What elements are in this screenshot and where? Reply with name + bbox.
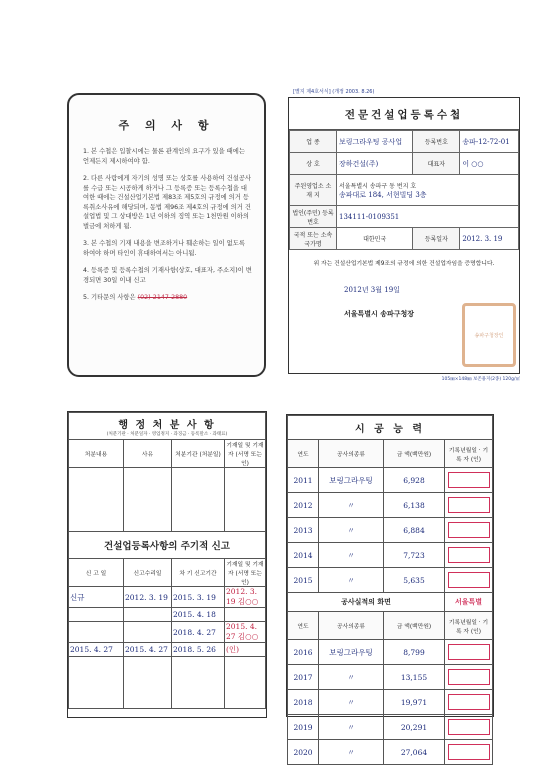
record-stamp-cell [445, 665, 493, 690]
record-stamp-cell [445, 740, 493, 765]
notice-panel [67, 93, 266, 377]
capacity-section2: 공사실적의 화면 [288, 593, 445, 612]
label-company: 상 호 [290, 153, 337, 175]
admin-cell [172, 468, 225, 532]
record-stamp-cell [445, 715, 493, 740]
record-stamp [448, 497, 490, 513]
notice-title: 주 의 사 항 [118, 119, 215, 132]
label-reg-no: 등록번호 [413, 131, 460, 153]
capacity-header: 연도 [288, 612, 319, 640]
struck-phone: (02)-2147-2880 [137, 294, 188, 301]
notice-item [83, 293, 252, 303]
capacity-year: 2012 [288, 493, 319, 518]
value-nationality: 대한민국 [337, 228, 413, 250]
capacity-type: 〃 [319, 715, 384, 740]
label-nationality: 국적 또는 소속국가명 [290, 228, 337, 250]
capacity-type: 〃 [319, 665, 384, 690]
admin-subtitle: (처분기관 · 처분일자 · 영업정지 · 과징금 · 등록말소 · 과태료) [69, 431, 266, 440]
notice-item: 3. 본 수첩의 기재 내용을 변조하거나 훼손하는 일이 없도록 하여야 하며 타인이 휴대하여서는 아니됨. [83, 240, 245, 257]
record-stamp [448, 547, 490, 563]
report-signer [225, 608, 266, 622]
capacity-header: 기록년월일 · 기 록 자 (인) [445, 440, 493, 468]
value-rep: 이 ○○ [460, 153, 519, 175]
capacity-amount: 20,291 [384, 715, 445, 740]
report-cell [225, 657, 266, 709]
report-next: 2015. 4. 18 [172, 608, 225, 622]
record-stamp [448, 744, 490, 760]
admin-header: 기재일 및 기재자 (서명 또는 인) [225, 440, 266, 468]
report-next: 2018. 5. 26 [172, 643, 225, 657]
capacity-type: 〃 [319, 493, 384, 518]
office-line1: 서울특별시 송파구 동 번지 호 [339, 182, 417, 190]
record-stamp-cell [445, 468, 493, 493]
issuer: 서울특별시 송파구청장 [344, 310, 415, 318]
certificate-statement: 위 자는 건설산업기본법 제9조의 규정에 의한 건설업자임을 증명합니다. [313, 261, 495, 267]
paper-footnote: 105㎜×148㎜ 보존용지(2종) 120g/㎡ [441, 377, 520, 382]
capacity-type: 〃 [319, 568, 384, 593]
periodic-report-title: 건설업등록사항의 주기적 신고 [69, 532, 266, 559]
report-filed: 신규 [69, 587, 124, 608]
capacity-type: 〃 [319, 740, 384, 765]
value-corp-no: 134111-0109351 [337, 206, 519, 228]
record-stamp [448, 472, 490, 488]
seal-text: 송파구청장인 [474, 332, 504, 339]
certificate-title: 전문건설업등록수첩 [289, 98, 519, 130]
label-corp-no: 법인(주민) 등록번호 [290, 206, 337, 228]
notice-list [69, 147, 264, 303]
capacity-year: 2017 [288, 665, 319, 690]
capacity-type: 〃 [319, 690, 384, 715]
capacity-amount: 13,155 [384, 665, 445, 690]
record-stamp-cell [445, 493, 493, 518]
certificate-table [289, 130, 519, 250]
value-business: 보링그라우팅 공사업 [337, 131, 413, 153]
capacity-header: 연도 [288, 440, 319, 468]
record-stamp [448, 694, 490, 710]
notice-item: 2. 다른 사람에게 자기의 성명 또는 상호를 사용하여 건설공사를 수급 또는 시공하게 하거나 그 등록증 또는 등록수첩을 대여한 때에는 건설산업기본법 제83조 제5호의 규정에 의거 등록취소사유에 해당되며, 동법 제96조 제4호의 규정에 의거 건설업법 및 그 상대방은 1년 이하의 징역 또는 1천만원 이하의 벌금에 처하게 됨. [83, 175, 252, 230]
report-header: 신 고 일 [69, 559, 124, 587]
form-number: [별지 제4호서식] (개정 2003. 8.26) [293, 89, 375, 95]
capacity-section2-note: 서울특별 [445, 593, 493, 612]
capacity-amount: 8,799 [384, 640, 445, 665]
notice-item-label: 5. 기타문의 사항은 [83, 294, 136, 301]
capacity-type: 보링그라우팅 [319, 468, 384, 493]
capacity-title: 시 공 능 력 [288, 416, 493, 440]
report-cell [172, 657, 225, 709]
capacity-type: 〃 [319, 543, 384, 568]
label-office: 주된영업소 소 재 지 [290, 175, 337, 206]
report-filed [69, 622, 124, 643]
report-accepted [124, 608, 172, 622]
report-header: 신고수리일 [124, 559, 172, 587]
capacity-amount: 27,064 [384, 740, 445, 765]
admin-cell [69, 468, 124, 532]
admin-disposition-panel [67, 411, 267, 718]
official-seal [462, 303, 516, 367]
capacity-amount: 7,723 [384, 543, 445, 568]
capacity-header: 공사의종류 [319, 612, 384, 640]
record-stamp-cell [445, 640, 493, 665]
capacity-year: 2019 [288, 715, 319, 740]
capacity-type: 보링그라우팅 [319, 640, 384, 665]
registration-certificate [288, 88, 520, 388]
capacity-amount: 6,884 [384, 518, 445, 543]
admin-table [68, 412, 266, 709]
record-stamp [448, 644, 490, 660]
report-next: 2015. 3. 19 [172, 587, 225, 608]
admin-cell [225, 468, 266, 532]
record-stamp-cell [445, 690, 493, 715]
report-filed: 2015. 4. 27 [69, 643, 124, 657]
construction-capacity-panel [286, 414, 494, 757]
issue-date: 2012년 3월 19일 [344, 286, 400, 294]
report-accepted: 2012. 3. 19 [124, 587, 172, 608]
admin-header: 사유 [124, 440, 172, 468]
capacity-type: 〃 [319, 518, 384, 543]
report-accepted: 2015. 4. 27 [124, 643, 172, 657]
capacity-header: 기록년월일 · 기 록 자 (인) [445, 612, 493, 640]
value-company: 장하건설(주) [337, 153, 413, 175]
admin-cell [124, 468, 172, 532]
capacity-header: 금 액(백만원) [384, 612, 445, 640]
value-reg-date: 2012. 3. 19 [460, 228, 519, 250]
capacity-amount: 6,928 [384, 468, 445, 493]
capacity-header: 금 액(백만원) [384, 440, 445, 468]
notice-item: 4. 등록증 및 등록수첩의 기재사항(상호, 대표자, 주소지)이 변경되면 30일 이내 신고 [83, 267, 252, 284]
capacity-year: 2014 [288, 543, 319, 568]
capacity-year: 2013 [288, 518, 319, 543]
capacity-amount: 6,138 [384, 493, 445, 518]
admin-title: 행 정 처 분 사 항 [69, 413, 266, 432]
label-business: 업 종 [290, 131, 337, 153]
admin-header: 처분내용 [69, 440, 124, 468]
report-signer: (인) [225, 643, 266, 657]
record-stamp [448, 522, 490, 538]
capacity-amount: 19,971 [384, 690, 445, 715]
report-cell [124, 657, 172, 709]
value-reg-no: 송파-12-72-01 [460, 131, 519, 153]
report-filed [69, 608, 124, 622]
capacity-amount: 5,635 [384, 568, 445, 593]
admin-header: 처분기관 (처분일) [172, 440, 225, 468]
capacity-year: 2015 [288, 568, 319, 593]
capacity-header: 공사의종류 [319, 440, 384, 468]
report-signer: 2015. 4. 27 김○○ [225, 622, 266, 643]
record-stamp [448, 719, 490, 735]
capacity-year: 2016 [288, 640, 319, 665]
report-cell [69, 657, 124, 709]
report-accepted [124, 622, 172, 643]
notice-item: 1. 본 수첩은 입찰시에는 물론 관계인의 요구가 있을 때에는 언제든지 제시하여야 함. [83, 148, 245, 165]
capacity-table [287, 415, 493, 765]
record-stamp [448, 669, 490, 685]
label-rep: 대표자 [413, 153, 460, 175]
report-header: 기재일 및 기재자 (서명 또는 인) [225, 559, 266, 587]
record-stamp-cell [445, 543, 493, 568]
office-line2: 송파대로 184, 서현빌딩 3층 [339, 190, 427, 199]
record-stamp-cell [445, 518, 493, 543]
report-signer: 2012. 3. 19 김○○ [225, 587, 266, 608]
report-next: 2018. 4. 27 [172, 622, 225, 643]
capacity-year: 2011 [288, 468, 319, 493]
capacity-year: 2020 [288, 740, 319, 765]
label-reg-date: 등록일자 [413, 228, 460, 250]
record-stamp [448, 572, 490, 588]
report-header: 차 기 신고기간 [172, 559, 225, 587]
capacity-year: 2018 [288, 690, 319, 715]
value-office [337, 175, 519, 206]
record-stamp-cell [445, 568, 493, 593]
